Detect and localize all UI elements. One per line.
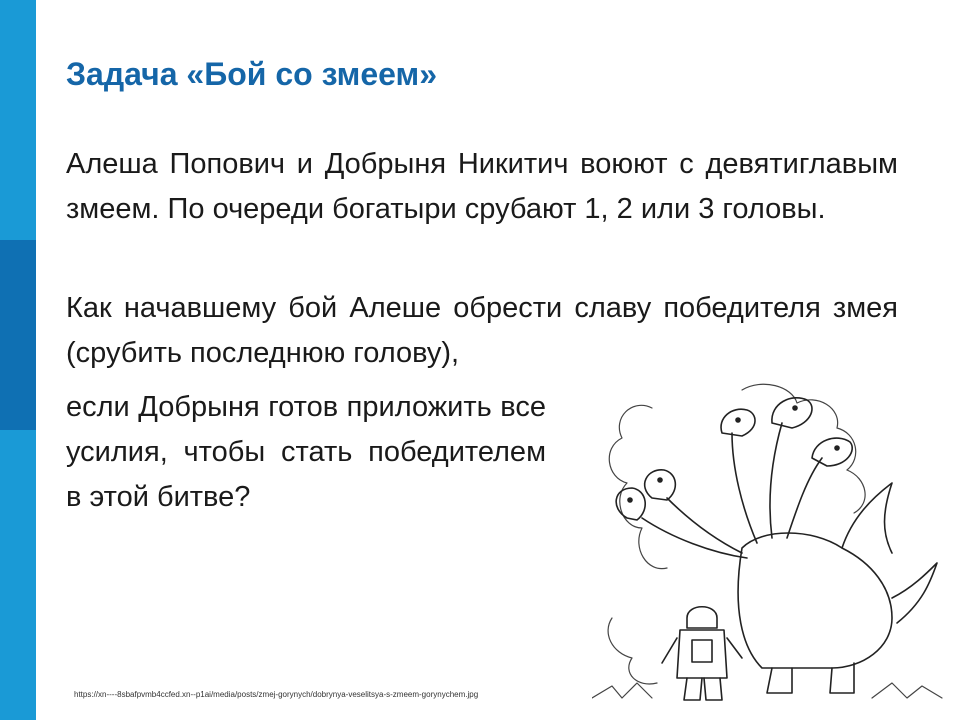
image-source-url: https://xn----8sbafpvmb4ccfed.xn--p1ai/media/posts/zmej-gorynych/dobrynya-veselitsya-s-zmeem-gorynychem.jpg xyxy=(74,690,479,699)
problem-paragraph-3: если Добрыня готов приложить все усилия, чтобы стать победителем в этой битве? xyxy=(66,391,546,513)
problem-paragraph-1: Алеша Попович и Добрыня Никитич воюют с девятиглавым змеем. По очереди богатыри срубают 1, 2 или 3 головы. xyxy=(66,148,898,225)
left-accent-bar-highlight xyxy=(0,240,36,430)
slide-title: Задача «Бой со змеем» xyxy=(66,56,437,92)
problem-paragraph-2: Как начавшему бой Алеше обрести славу победителя змея (срубить последнюю голову), xyxy=(66,292,898,369)
dragon-and-knight-illustration xyxy=(592,378,944,704)
